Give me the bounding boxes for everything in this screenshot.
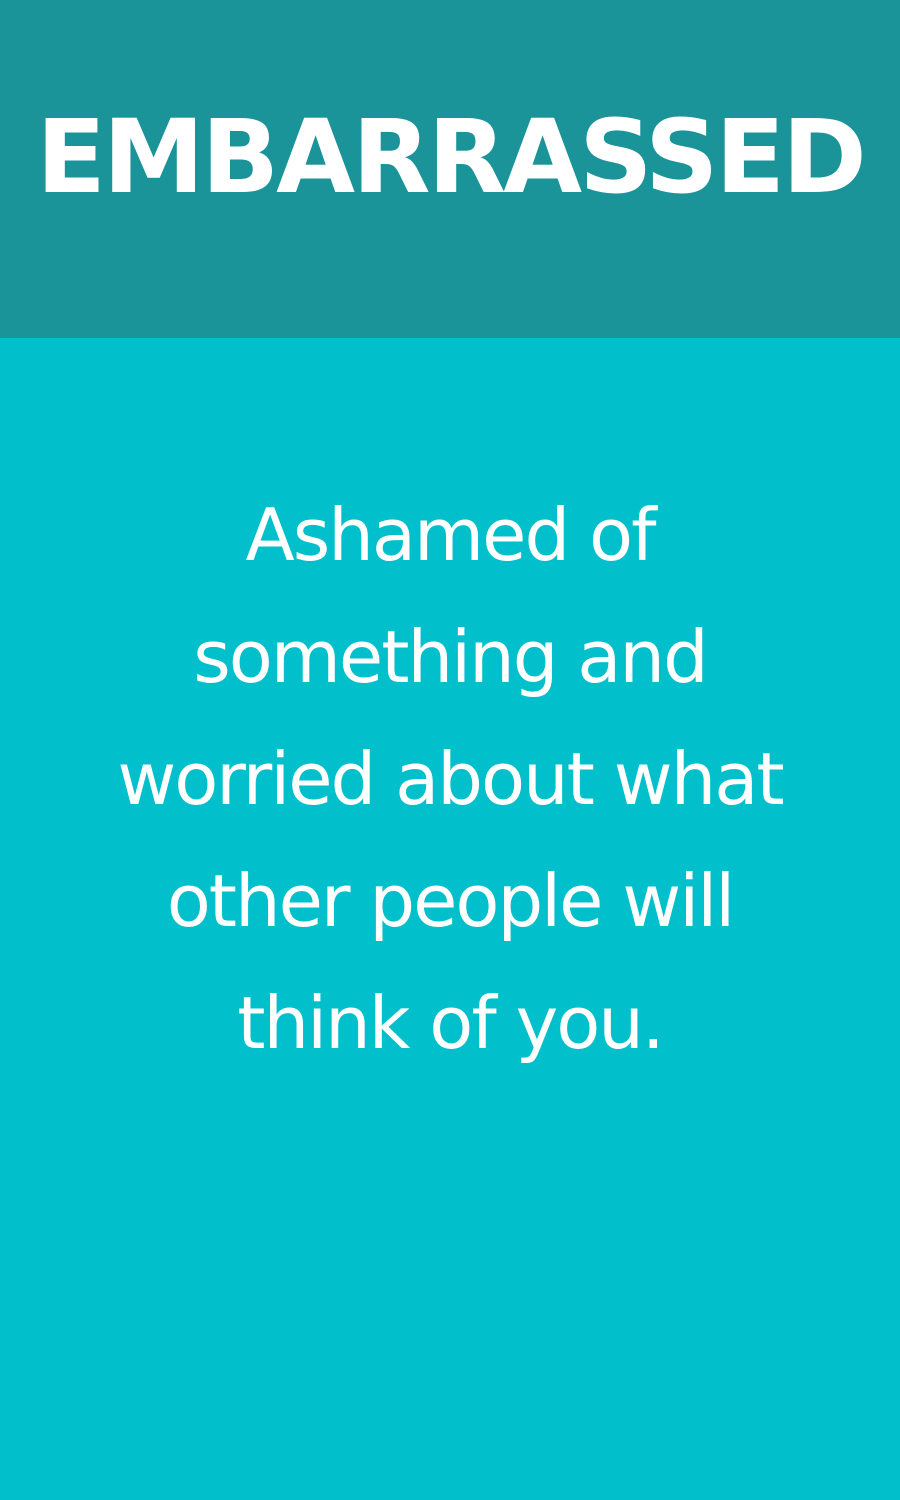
emotion-definition: [20, 474, 880, 1084]
definition-line-2: something and: [193, 615, 707, 699]
card-header: [0, 0, 900, 338]
definition-line-3: worried about what: [117, 737, 783, 821]
definition-line-4: other people will: [166, 859, 734, 943]
definition-line-5: think of you.: [237, 981, 663, 1065]
definition-line-1: Ashamed of: [245, 493, 655, 577]
emotion-title: EMBARRASSED: [36, 98, 864, 217]
